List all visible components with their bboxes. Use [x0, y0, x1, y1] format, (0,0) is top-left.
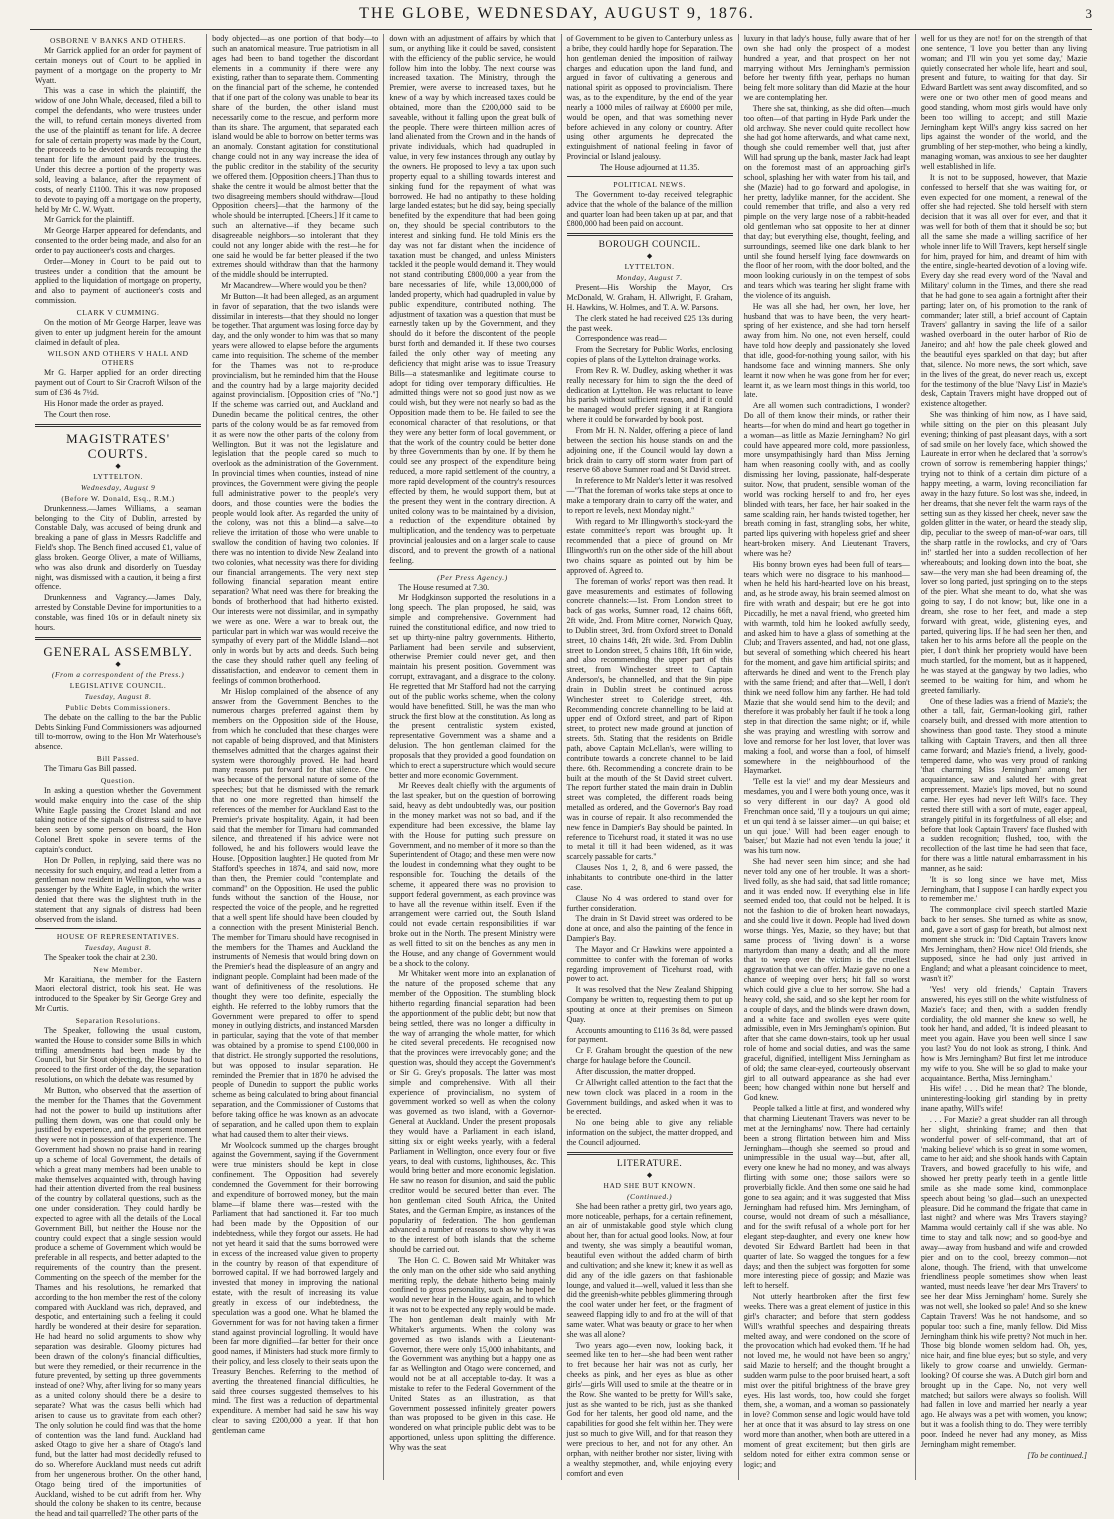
section-heading: BOROUGH COUNCIL.: [598, 240, 701, 251]
story-title: HAD SHE BUT KNOWN.: [603, 1180, 696, 1190]
paragraph: His wife! . . . Did he mean that? The blonde, uninteresting-looking girl standing by in pretty inane apathy, Will's wife!: [920, 1084, 1088, 1114]
paragraph: well for us they are not! for on the strength of that one sentence, 'I love you better than any living woman; and I'll win you yet some day,' Mazie quietly consecrated her whole life, heart and soul, present and future, to waiting for that day. Sir Edward Bartlett was sent away discomfited, and so were one or two other men of good means and good standing, whom most girls would have only been too willing to accept; and still Mazie Jerningham kept Will's angry kiss sacred on her lips against the wonder of the world, and the grumbling of her step-mother, who being a kindly, managing woman, was anxious to see her daughter well established in life.: [920, 34, 1088, 171]
paragraph: Mr Karaitiana, the member for the Eastern Maori electoral district, took his seat. He was introduced to the Speaker by Sir George Grey and Mr Curtis.: [35, 974, 202, 1014]
masthead: [0, 0, 1114, 28]
section-divider: [35, 637, 201, 640]
paragraph: The Timaru Gas Bill passed.: [44, 764, 137, 774]
ornament: ◆: [646, 1170, 653, 1179]
paragraph: Present—His Worship the Mayor, Crs McDonald, W. Graham, H. Allwright, F. Graham, H. Hawkins, W. Holmes, and T. A. W. Parsons.: [566, 283, 733, 312]
paragraph: Mr Button—It had been alleged, as an argument in favor of separation, that the two islands were dissimilar in interests—that they should no longer be together. That argument was losing force day by day, and the only wonder to him was that so many years were allowed to elapse before the arguments came into requisition. The scheme of the member for the Thames was not to re-produce provincialism, but he reminded him that the House and the country had by a large majority decided against provincialism. [Opposition cries of "No."] If the scheme was carried out, and Auckland and Dunedin became the political centres, the other parts of the colony would be as far removed from it as were now the other parts of the colony from Wellington. But it was not the legislature and legislation that the people cared so much to overlook as the administration of the Government. In provincial times when counties, instead of nine provinces, the Government were giving the people full administrative power to the people's very doors, and those counties were the bodies the people would look after. As regarded the unity of the colony, was not this a blind—a salve—to relieve the irritation of those who were unable to swallow the condition of having two colonies. If there was no intention to divide New Zealand into two colonies, what necessity was there for dividing our financial arrangements. The very next step following financial separation meant entire separation? What need was there for breaking the bonds of brotherhood that had hitherto existed. Our interests were not dissimilar, and in sympathy we were as one. Were a war to break out, the particular part in which war was would receive the sympathy of every part of the Middle Island—not only in words but by acts and deeds. Such being the case they should rather quell any feeling of dissatisfaction, and endeavor to cement them in feelings of common brotherhood.: [212, 291, 379, 685]
paragraph: From Rev R. W. Dudley, asking whether it was really necessary for him to sign the the deed of dedication at Lyttelton. He was reluctant to leave his parish without sufficient reason, and if it could be managed would prefer signing it at Rangiora where it could be forwarded by book post.: [566, 365, 733, 425]
paragraph: The debate on the calling to the bar the Public Debts Sinking Fund Commissioners was adjourned till to-morrow, owing to the Hon Mr Waterhouse's absence.: [35, 712, 202, 752]
subheading: HOUSE OF REPRESENTATIVES.: [56, 931, 180, 941]
column-5: [739, 34, 916, 1480]
column-6: [916, 34, 1092, 1480]
paragraph: Mr Hodgkinson supported the resolutions in a long speech. The plan proposed, he said, was simple and comprehensive. Government had ruined the constitutional edifice, and now tried to set up thirty-nine paltry governments. Hitherto, Parliament had been servile and subservient, otherwise Premier could never get, and then maintain his present position. Government was corrupt, extravagant, and a disgrace to the colony. He regretted that Mr Stafford had not the carrying out of the public works scheme, when the colony would have benefitted. Still, he was the man who struck the first blow at the constitution. As long as the present centralistic system existed, representative Government was a shame and a delusion. The hon gentleman claimed for the proposals that they provided a good foundation on which to erect a superstructure which would secure better and more economic Government.: [389, 593, 556, 780]
page-number: 3: [1085, 6, 1092, 21]
masthead-title: THE GLOBE, WEDNESDAY, AUGUST 9, 1876.: [359, 5, 755, 22]
paragraph: The Court then rose.: [44, 409, 111, 419]
paragraph: Mr Whitaker went more into an explanation of the nature of the proposed scheme that any member of the Opposition. The stumbling block hitherto regarding financial separation had been the apportionment of the public debt; but now that being settled, there was no longer a difficulty in the way of arranging the whole matter, for which he cited several precedents. He recognised now that the provinces were irrevocably gone; and the question was, should they accept the Government's or Sir G. Grey's proposals. The latter was most simple and comprehensive. With all their experience of provincialism, no system of government worked so well as when the colony was governed as two island, with a Governor-General at Auckland. Under the present proposals they would have a Parliament in each island, sitting six or eight weeks yearly, with a federal Parliament in Wellington, once every four or five years, to deal with customs, lighthouses, &c. This would bring better and more economic legislation. He saw no reason for disunion, and said the public creditor would be secured better than ever. The hon gentleman cited South Africa, the United States, and the German Empire, as instances of the popularity of federation. The hon gentleman advanced a number of reasons to show why it was to the interest of both islands that the scheme should be carried out.: [389, 969, 556, 1255]
subheading: Public Debts Commissioners.: [65, 702, 171, 712]
paragraph: After discussion, the matter dropped.: [575, 1067, 696, 1076]
date-line: Monday, August 7.: [616, 273, 683, 283]
paragraph: 'It is so long since we have met, Miss Jerningham, that I suppose I can hardly expect you to remember me.': [920, 874, 1088, 904]
paragraph: The Mayor and Cr Hawkins were appointed a committee to confer with the foreman of works regarding improvement of Ticehurst road, with power to act.: [566, 944, 733, 984]
agency-line: (Per Press Agency.): [437, 572, 508, 582]
paragraph: From Mr H. N. Nalder, offering a piece of land between the section his house stands on and the adjoining one, if the Council would lay down a brick drain to carry off storm water from part of reserve 68 above Sumner road and St David street.: [566, 426, 733, 475]
paragraph: It was resolved that the New Zealand Shipping Company be written to, requesting them to put up spouting at once at their premises on Simeon Quay.: [566, 985, 733, 1024]
paragraph: The Government to-day received telegraphic advice that the whole of the balance of the million and quarter loan had been taken up at par, and that £800,000 had been paid on account.: [566, 189, 733, 229]
paragraph: Mr Hislop complained of the absence of any answer from the Government Benches to the numerous charges preferred against them by members on the Opposition side of the House, from which he concluded that these charges were not capable of being disproved, and that Ministers themselves admitted that the charges against their system were thoroughly proved. He had heard many reasons put forward for that silence. One was because of the personal nature of some of the speeches; but that he dismissed with the remark that no one more regretted than himself the references of the member for Auckland East to the Premier's private hospitality. Again, it had been said that the member for Timaru had commanded silence, and threatened if his advice were not followed, he and his followers would leave the House. [Opposition laughter.] He quoted from Mr Stafford's speeches in 1874, and said now, more than then, the Premier could "contemplate and command" on the Opposition. He used the public funds without the sanction of the House, nor respected the voice of the people, and he regretted that a well spent life should have been clouded by a connection with the present Ministerial Bench. The member for Timaru should have recognised in the members for the Thames and Auckland the instruments of Nemesis that would bring down on the Premier's head the displeasure of an angry and indignant people. Complaint had been made of the want of definitiveness of the resolutions. He thought they were too definite, especially the eighth. He referred to the lobby rumors that the Government were prepared to offer to spend money in outlying districts, and instanced Marsden in particular, saying that the vote of that member was obtained by a promise to spend £100,000 in that district. He strongly supported the resolutions, but was opposed to insular separation. He reminded the Premier that in 1870 he advised the people of Dunedin to support the public works scheme as being calculated to bring about financial separation, and the Commissioner of Customs that before taking office he was known as an advocate of separation, and he called upon them to explain what had caused them to alter their views.: [212, 686, 379, 1139]
paragraph: of Government to be given to Canterbury unless as a bribe, they could hardly hope for Separation. The hon gentleman denied the imposition of railway charges and education upon the land fund, and argued in favor of cultivating a generous and national spirit as opposed to provincialism. There was, as to the expenditure, by the end of the year nearly a 1000 miles of railway at £6000 per mile, would be open, and that was something never before achieved in any colony or country. After using other arguments he deprecated the extinguishment of national feeling in favor of Provincial or Island jealousy.: [566, 34, 733, 162]
newspaper-columns: [30, 34, 1092, 1519]
paragraph: On the motion of Mr George Harper, leave was given to enter up judgment herein for the amount claimed in default of plea.: [35, 317, 202, 347]
paragraph: Cr F. Graham brought the question of the new charge for haulage before the Council.: [566, 1046, 733, 1066]
paragraph: The Speaker took the chair at 2.30.: [44, 952, 158, 962]
subheading: Separation Resolutions.: [75, 1015, 161, 1025]
section-divider: [567, 1152, 733, 1155]
paragraph: It is not to be supposed, however, that Mazie confessed to herself that she was waiting for, or even expected for one moment, a renewal of the offer she had rejected. She told herself with stern decision that it was all over for ever, and that it was well for both of them that it should be so; but all the same she made a willing sacrifice of her whole inner life to Will Travers, kept herself single for him, prayed for him, and dreamt of him with the entire, single-hearted devotion of a loving wife. Every day she read every word of the 'Naval and Military' column in the Times, and there she read that he had gone to sea again a fortnight after their parting; later on, of his promotion to the rank of commander; later still, a brief account of Captain Travers' gallantry in saving the life of a sailor washed overboard in the outer harbor of Rio de Janeiro; and ah! how the pale cheek glowed and the beautiful eyes sparkled on that day; but after that, silence. No more news, the sort which, save in the lives of the great, do never reach us, except for the testimony of the blue 'Navy List' in Mazie's desk, Captain Travers might have dropped out of existence altogether.: [920, 172, 1088, 409]
subheading: POLITICAL NEWS.: [613, 179, 686, 189]
paragraph: down with an adjustment of affairs by which that sum, or anything like it could be saved, consistent with the efficiency of the public service, he would follow him into the lobby. The next course was increased taxation. The Ministry, through the Premier, were averse to increased taxes, but he knew of a way by which increased taxes could be obtained, more than the £200,000 said to be saveable, without it falling upon the great bulk of the people. There were thirteen million acres of land alienated from the Crown and in the hands of private individuals, which had quadrupled in value, in very few instances through any outlay by the owners. He proposed to levy a tax upon such property equal to a shilling towards interest and sinking fund for the repayment of what was borrowed. He had no antipathy to these holding large landed estates; but he did say, being specially benefited by the expenditure that had been going on, they should be special contributors to the interest and sinking fund. He told Minis ers the day was not far distant when the incidence of taxation must be changed, and unless Ministers tackled it the people would demand it. They would not stand contributing £800,000 a year from the bare necessaries of life, while 13,000,000 of landed property, which had quadrupled in value by public expenditure, contributed nothing. The adjustment of taxation was a question that must be earnestly taken up by the Government, and they should do it before the discontent of the people burst forth and demanded it. If these two courses failed the only other way of meeting any deficiency that might arise was to issue Treasury Bills—a statesmanlike and legitimate course to adopt for tiding over temporary difficulties. He admitted things were not so good just now as we could wish, but they were not nearly so bad as the Opposition made them to be. He failed to see the economical character of that resolutions, or that they were any better form of local government, or that the work of the country could be better done by three Governments than by one. If by them he could see any prospect of the expenditure being reduced, a more rapid settlement of the country, a more rapid development of the country's resources effected by them, he would support them, but at the present they went in the contrary direction. A united colony was to be maintained by a division, a reduction of the expenditure obtained by multiplication, and the tendency was to perpetuate provincial jealousies and on a larger scale to cause discord, and to prevent the growth of a national feeling.: [389, 34, 556, 565]
case-heading: CLARK V CUMMING.: [76, 307, 160, 317]
ornament: ◆: [646, 252, 653, 261]
section-heading: LITERATURE.: [616, 1158, 683, 1169]
paragraph: Drunkenness.—James Williams, a seaman belonging to the City of Dublin, arrested by Constable Daly, was accused of being drunk and breaking a pane of glass in Messrs Radcliffe and Field's shop. The Bench fined accused £1, value of glass broken. George Oliver, a mate of Williams, who was also drunk and disorderly on Tuesday night, was dismissed with a caution, it being a first offence.: [35, 503, 202, 592]
paragraph: Mr G. Harper applied for an order directing payment out of Court to Sir Cracroft Wilson of the sum of £36 4s 7½d.: [35, 368, 202, 398]
date-line: Wednesday, August 9: [80, 482, 156, 492]
paragraph: The House adjourned at 11.35.: [599, 162, 700, 172]
date-line: Tuesday, August 8.: [84, 942, 152, 952]
paragraph: With regard to Mr Illingworth's stock-yard the estate committee's report was brought up. It recommended that a piece of ground on Mr Illingworth's run on the other side of the hill about two chains square as pointed out by him be approved of. Agreed to.: [566, 516, 733, 575]
paragraph: The foreman of works' report was then read. It gave measurements and estimates of following concrete channels:—1st. From London street to back of gas works, Sumner road, 12 chains 66ft, 2ft wide, 2nd. From Mitre corner, Norwich Quay, to Dublin street, 3rd. from Oxford street to Donald street, 10 chains 14ft, 2ft wide. 3rd. From Dublin street to London street, 5 chains 18ft, 1ft 6in wide, and also recommending the upper part of this street, from Winchester street to Captain Anderson's, be channelled, and that the 9in pipe drain in Dublin street be continued across Winchester street to Coleridge street, 4th. Recommending concrete channelling to be laid at upper end of Oxford street, and part of Ripon street, to protect new made ground at junction of streets. 5th. Stating that the residents on Bridle path, above Captain McLellan's, were willing to contribute towards a concrete channel to be laid there. 6th. Recommending a concrete drain to be built at the mouth of the St David street culvert. The report further stated the main drain in Dublin street was completed, the different roads being metalled as ordered, and the Governor's Bay road was in course of repair. It also recommended the new fence in Dampier's Bay should be painted. In reference to Ticehurst road, it stated it was no use to metal it till it had been widened, as it was scarcely passable for carts.": [566, 576, 733, 862]
paragraph: The drain in St David street was ordered to be done at once, and also the painting of the fence in Dampier's Bay.: [566, 914, 733, 944]
divider: [567, 176, 733, 177]
paragraph: One of these ladies was a friend of Mazie's; the other a tall, fair, German-looking girl, rather coarsely built, and dressed with more attention to showiness than good taste. They stood a minute talking with Captain Travers, and then all three came forward; and Mazie's friend, a lively, good-tempered dame, who was very proud of ranking 'that charming Miss Jerningham' among her acquaintance, saw and saluted her with great empressement. Mazie's lips moved, but no sound came. Her eyes had never left Will's face. They rested there still with a sort of mute, eager appeal, strangely pitiful in its forgetfulness of all else; and before that look Captain Travers' face flushed with a sudden recognition; flushed, too, with the recollection of the last time he had seen that face, for there was a little natural embarrassment in his manner, as he said:: [920, 696, 1088, 873]
paragraph: Not utterly heartbroken after the first few weeks. There was a great element of justice in this girl's character; and before that stern goddess Will's wrathful speeches and despairing threats melted away, and were condoned on the score of the provocation which had evoked them. 'If he had not loved me, he would not have been so angry,' said Mazie to herself; and the thought brought a sudden warm pulse to the poor bruised heart, a soft mist over the pitiful brightness of the brave grey eyes. His last words, too, how could she forget them, she, a woman, and a woman so passionately in love? Common sense and logic would have told her at once that it was absurd to lay stress on one word more than another, when both are uttered in a moment of great excitement; but then girls are seldom noted for either extra common sense or logic; and: [743, 1292, 910, 1469]
paragraph: She was thinking of him now, as I have said, while sitting on the pier on this pleasant July evening; thinking of past pleasant days, with a sort of sad smile on her lovely face, which showed the Laureate in error when he declared that 'a sorrow's crown of sorrow is remembering happier things;' trying not to think of a certain dim picture of a happy meeting, a warm, loving reconciliation far away in the hazy future. So lost was she, indeed, in her dreams, that she never felt the warm rays of the setting sun as they kissed her cheek, never saw the golden glitter in the water, or heard the steady slip, dip, peculiar to the sweep of man-of-war oars, till the sharp rattle in the rowlocks, and cry of 'Oars in!' startled her into a sudden recollection of her whereabouts; and looking down into the boat, she saw—the very man she had been dreaming of, the lover so long parted, just springing on to the steps of the pier. What she meant to do, what she was going to say, I do not know; but, like one in a dream, she rose to her feet, and made a step forward with great, wide, glistening eyes, and parted, quivering lips. If he had seen her then, and taken her to his arms before all the people on the pier, I don't think her propriety would have been much startled, for the moment, but as it happened, he was stayed at the gangway by two ladies, who seemed to be waiting for him, and whom he greeted familiarly.: [920, 410, 1088, 695]
paragraph: Mr Garrick applied for an order for payment of certain moneys out of Court to be applied in payment of a mortgage on the property to Mr Wyatt.: [35, 46, 202, 85]
paragraph: Drunkenness and Vagrancy.—James Daly, arrested by Constable Devine for importunities to a constable, was fined 10s or in default ninety six hours.: [35, 593, 202, 632]
column-1: [30, 34, 207, 1519]
paragraph: 'Yes! very old friends,' Captain Travers answered, his eyes still on the white wistfulness of Mazie's face; and then, with a sudden frendly cordiality, the old manner she knew so well, he took her hand, and added, 'It is indeed pleasant to meet you again. Have you been well since I saw you last? You do not look as strong, I think. And how is Mrs Jerningham? But first let me introduce my wife to you. She will be so glad to make your acquaintance. Bertha, Miss Jerningham.': [920, 985, 1088, 1083]
column-2: [207, 34, 384, 1480]
ornament: ◆: [115, 461, 121, 470]
paragraph: Mr George Harper appeared for defendants, and consented to the order being made, and also for an order to pay auctioneer's costs and charges.: [35, 226, 202, 255]
paragraph: The commonplace civil speech startled Mazie back to her senses. She turned as white as snow, and, gave a sort of gasp for breath, but almost next moment she struck in: 'Did Captain Travers know Mrs Jerningham, then? How nice! Old friends, she supposed, since he had only just arrived in England; and what a pleasant coincidence to meet, wasn't it?': [920, 905, 1088, 984]
paragraph: His Honor made the order as prayed.: [44, 399, 164, 408]
paragraph: 'Telle est la vie!' and my dear Messieurs and mesdames, you and I were both young once, was it so very different in our day? A good old Frenchman once said, 'Il y a toujours un qui aime; et un qui tend à se laisser aimer—un qui baise; et un qui joue.' Will had been eager enough to 'baiser,' but Mazie had not even 'tendu la joue;' it was his turn now.: [743, 777, 910, 856]
paragraph: Cr Allwright called attention to the fact that the new town clock was placed in a room in the Government buildings, and asked when it was to be erected.: [566, 1077, 733, 1117]
section-divider: [35, 424, 201, 427]
subheading: LYTTELTON.: [624, 262, 675, 272]
subheading: LEGISLATIVE COUNCIL.: [69, 680, 167, 690]
case-heading: WILSON AND OTHERS V HALL AND OTHERS: [47, 349, 189, 368]
paragraph: The Speaker, following the usual custom, wanted the House to consider some Bills in which trifling amendments had been made by the Council, but Sir Stout objecting, the House had to proceed to the first order of the day, the separation resolutions, on which the debate was resumed by: [35, 1025, 202, 1085]
paragraph: People talked a little at first, and wondered why that charming Lieutenant Travers was never to be met at the Jerninghams' now. There had certainly been a strong flirtation between him and Miss Jerningham—though she seemed so proud and unimpressible in the usual way—but, after all, every one knew he had no money, and was always flirting with some one; those sailors were so proverbially fickle. And then some one said he had gone to sea again; and it was suggested that Miss Jerningham had refused him. Mrs Jerningham, of course, would not dream of such a mésalliance, and for the swift refusal of a whole port for her elegant step-daughter, and every one knew how devoted Sir Edward Bartlett had been in that quarter of late. So wagged the tongues for a few days; and then the subject was forgotten for some more interesting piece of gossip; and Mazie was left to herself.: [743, 1104, 910, 1291]
paragraph: . . . For Mazie? a great shudder ran all through her slight, shrinking frame; and then that wonderful power of self-command, that art of 'making believe' which is so great in some women, came to her aid; and she shook hands with Captain Travers, and bowed gracefully to his wife, and showed her pretty pearly teeth in a gentle little smile as she made some kind, commonplace speech about being 'so glad—such an unexpected pleasure. Did he command the frigate that came in last night? and where was Mrs Travers staying? Mamma would certainly call if she was able. No time to stay and talk now; and so good-bye and away—away from husband and wife and crowded pier and on to the cool, breezy common—not alone, though. The friend, with that unwelcome friendliness people sometimes show when least wanted, must needs leave 'her dear Mrs Travers' to see her dear Miss Jerningham' home. Surely she was not well, she looked so pale! And so she knew Captain Travers! Was he not handsome, and so popular too: such a fine, manly fellow. Did Miss Jerningham think his wife pretty? Not much in her. Those big blonde women seldom had. Oh, yes, nice hair, and fine blue eyes; but so style, and very likely to grow coarse and unwieldy. German-looking? Of course she was. A Dutch girl born and brought up in the Cape. No, not very well matched; but sailors were always so foolish. Will had fallen in love and married her nearly a year ago. He always was a pet with women, you know; but it was a foolish thing to do. They were terribly poor. Indeed he never had any money, as Miss Jerningham might remember.: [920, 1114, 1088, 1449]
section-heading: MAGISTRATES' COURTS.: [66, 430, 171, 461]
paragraph: Correspondence was read—: [575, 334, 667, 344]
paragraph: Two years ago—even now, looking back, it seemed like ten to her—she had been went rather to fret because her hair was not as curly, her cheeks as pink, and her eyes as blue as other girls'—girls Will used to smile at the theatre or in the Row. She wanted to be pretty for Will's sake, just as she wanted to be rich, just as she thanked God for her talents, her good old name, and the capabilities for good she felt within her. They were just so much to give Will, and for that reason they were precious to her, and not for any other. An orphan, with neither brother nor sister, living with a wealthy stepmother, and, while enjoying every comfort and even: [566, 1340, 733, 1478]
paragraph: She had been rather a pretty girl, two years ago, more noticeable, perhaps, for a certain refinement, an air of unmistakable good style which clung about her, than for actual good looks. Now, at four and twenty, she was simply a beautiful woman, beautiful even without the added charm of birth and cultivation; and she knew it; knew it as well as did any of the idle gazers on that fashionable lounge, and valued it—well, valued it less than she did the greenish-white pebbles glimmering through the cool water under her feet, or the fragment of seaweed flapping idly to and fro at the will of that same water. What was beauty or grace to her when she was all alone?: [566, 1201, 733, 1339]
subheading: LYTTELTON.: [93, 471, 144, 481]
paragraph: Are all women such contradictions, I wonder? Do all of them know their minds, or rather their hearts—for when do mind and heart go together in a woman—as little as Mazie Jerningham? No girl could have appeared more cold, more passionless, more unsympathisingly hard than Miss Jerning ham when reasoning coolly with, and as coolly dismissing her loving, passionate, half-desperate suitor. Now, that prudent, sensible woman of the world was rocking herself to and fro, her eyes blinded with tears, her face, her hair soaked in the same scalding rain, her hands twisted together, her breath coming in fast, strangling sobs, her white, parted lips quivering with hopeless grief and sheer heart-broken misery. And Lieutenant Travers, where was he?: [743, 401, 910, 558]
column-4: [562, 34, 739, 1480]
to-be-continued: [To be continued.]: [1027, 1450, 1088, 1460]
section-divider: [567, 233, 733, 236]
date-line: Tuesday, August 8.: [84, 691, 152, 701]
paragraph: This was a case in which the plaintiff, the widow of one John Whale, deceased, filed a bill to compel the defendants, who were trustees under the will, to refund certain moneys diverted from the use of the plaintiff as tenant for life. A decree for sale of certain property was made by the Court, the proceeds to be devoted towards recouping the tenant for life the amount paid by the trustees. Under this decree a portion of the property was sold, leaving a balance, after the repayment of costs, of nearly £1100. This it was now proposed to devote to paying off a mortgage on the property, held by Mr C. W. Wyatt.: [35, 86, 202, 214]
paragraph: body objected—as one portion of that body—to such an anatomical measure. True patriotism in all ages had been to band together the discordant elements in a community if there were any existing, rather than to separate them. Commenting on the financial part of the scheme, he contended that if one part of the colony was unable to bear its share of the burden, the other island must necessarily come to the rescue, and perform more than its share. The argument, that separated each island would be able to borrow on better terms was an anomaly. Constant agitation for constitutional change could not in any way increase the idea of the public creditor in the stability of the security we offered them. [Opposition cheers.] Than thus to shake the centre it would be almost better that the two disagreeing members should withdraw—[loud Opposition cheers]—that the harmony of the whole should be interrupted. [Cheers.] If it came to such an alternative—if they became such disagreeable neighbors—so intolerant that they could not any longer abide with the rest—he for one said he would be far better pleased if the two extremes should withdraw than that the harmony of the middle should be interrupted.: [212, 34, 379, 280]
column-3: [384, 34, 561, 1480]
paragraph: luxury in that lady's house, fully aware that of her own she had only the prospect of a modest hundred a year, and that prospect on her not marrying without Mrs Jerningham's permission before her twenty fifth year, perhaps no human being felt more solitary than did Mazie at the hour we are contemplating her.: [743, 34, 910, 103]
paragraph: Clauses Nos 1, 2, 8, and 6 were passed, the inhabitants to contribute one-third in the latter case.: [566, 863, 733, 892]
paragraph: Hon Dr Pollen, in replying, said there was no necessity for such enquiry, and read a letter from a gentleman now resident in Wellington, who was a passenger by the White Eagle, in which the writer denied that there was the slightest truth in the statement that any signals of distress had been observed from the island.: [35, 855, 202, 924]
paragraph: Mr Reeves dealt chiefly with the arguments of the last speaker, but on the question of borrowing said, heavy as debt undoubtedly was, our position in the money market was not so bad, and if the expenditure had been excessive, the blame lay with the House for putting such pressure on Government, and no member of it more so than the Superintendent of Otago; and these men were now the loudest in condemning what they ought to be responsible for. Touching the details of the scheme, it appeared there was no provision to support federal government, as each province was to have all the revenue within itself. Even if the arrangement were carried out, the South Island could not evade certain responsibilities if war broke out in the North. The present Ministry were as well fitted to sit on the benches as any men in the House, and any change of Government would be a shock to the colony.: [389, 781, 556, 968]
ornament: ◆: [115, 659, 121, 668]
divider: [35, 928, 201, 929]
subheading: Bill Passed.: [96, 754, 140, 764]
paragraph: There she sat, thinking, as she did often—much too often—of that parting in Hyde Park under the old archway. She never could quite recollect how she had got home afterwards, and what came next, though she could remember well that, just after Will had sprung up the bank, master Jack had leapt on the foremost mast of an approaching girl's school, splashing her with water from his tail, and she (Mazie) had to go forward and apologise, in her pretty, ladylike manner, for the accident. She could remember that trifle, and also a very red pimple on the very large nose of a rabbit-headed old gentleman who sat opposite to her at dinner that day; but everything else, thought, feeling, and surroundings, seemed like one dark blank to her until she found herself lying face downwards on the floor of her room, with the door bolted, and the moon looking curiously in on the tempest of sobs and tears which was tearing her slight frame with the violence of its anguish.: [743, 103, 910, 300]
paragraph: In reference to Mr Nalder's letter it was resolved—"That the foreman of works take steps at once to make a temporary drain to carry off the water, and to report re levels, next Monday night.": [566, 476, 733, 515]
paragraph: Mr Woolcock summed up the charges brought against the Government, saying if the Government were true ministers should be kept in close confinement. The Opposition had severely condemned the Government for their borrowing and expenditure of borrowed money, but the main blame—if blame there was—rested with the Parliament that had sanctioned it. Far too much had been made by the Opposition of our indebtedness, while they forgot our assets. He had not yet heard it said that the sums borrowed were in excess of the increased value given to property in the country by reason of that expenditure of borrowed capital. If we had borrowed largely and invested that money in improving the national estate, with the result of increasing its value greatly in excess of our indebtedness, the speculation was a good one. What he blamed the Government for was for not having taken a firmer stand against provincial logrolling. It would have been far more dignified—far better for their once good names, if Ministers had stuck more firmly to their policy, and less closely to their seats upon the Treasury Benches. Referring to the method of averting the threatened financial difficulties, he said three courses suggested themselves to his mind. The first was a reduction of departmental expenditure. A member had said he saw his way clear to saving £200,000 a year. If that hon gentleman came: [212, 1140, 379, 1435]
paragraph: Mr Garrick for the plaintiff.: [44, 215, 134, 225]
subheading: Question.: [100, 775, 136, 785]
continued-line: (Continued.): [626, 1191, 673, 1201]
paragraph: The Hon C. C. Bowen said Mr Whitaker was the only man on the other side who said anything meriting reply, the debate hitherto being mainly confined to gross personality, such as he hoped he would never hear in the House again, and to which it was not to be expected any reply would be made. The hon gentleman dealt mainly with Mr Whitaker's arguments. When the colony was governed as two islands with a Lieutenant-Governor, there were only 15,000 inhabitants, and the Government was anything but a happy one as far as Wellington and Otago were concerned, and would not be at all acceptable to-day. It was a mistake to refer to the Federal Government of the United States as an illustration, as that Government possessed infinitely greater powers than was proposed to be given in this case. He wondered on what principle public debt was to be apportioned, unless upon splitting the difference. Why was the seat: [389, 1255, 556, 1452]
paragraph: Mr Button, who observed that the assertion of the member for the Thames that the Government had not the power to build up institutions after pulling them down, was one that could only be justified by experience, and at the present moment they were not in possession of that experience. The Government had shown no praise hand in rearing up a scheme of local Government, the details of which a great many members had been unable to make themselves acquainted with, through having had their attention diverted from the real business of the country by collateral questions, such as the one under consideration. They could hardly be expected to agree with all the details of the Local Government Bill, but neither the House nor the country could expect that a single session would produce a scheme of Government which would be preferable in all respects, and better adapted to the requirements of the country than the present. Commenting on the speech of the member for the Thames and his resolutions, he remarked that according to the hon member the rest of the colony compared with Auckland was rich, depraved, and despotic, and entertaining such a feeling it could hardly be wondered at their desire for separation. He had heard no solid arguments to show why separation was desirable. Gloomy pictures had been drawn of the colony's financial difficulties, but were they remedied, or their recurrence in the future prevented, by setting up three governments instead of one? Why, after living for so many years as a united colony should there be a desire to separate? What was the casus belli which had arisen to cause us to gravitate from each other? The only solution he could find was that the home of contention was the land fund. Auckland had asked Otago to give her a share of Otago's land fund, but the latter had most decidedly refused to do so. Wherefore Auckland must needs cut adrift from her ungenerous brother. On the other hand, Otago being tired of the importunities of Auckland, wished to be cut adrift from her. Why should the colony be shaken to its centre, because the head and tail quarrelled? The other parts of the: [35, 1085, 202, 1519]
paragraph: Accounts amounting to £116 3s 8d, were passed for payment.: [566, 1025, 733, 1045]
subheading: New Member.: [93, 964, 143, 974]
section-heading: GENERAL ASSEMBLY.: [43, 643, 193, 659]
masthead-rule: [30, 29, 1092, 30]
paragraph: From the Secretary for Public Works, enclosing copies of plans of the Lyttelton drainage works.: [566, 345, 733, 365]
paragraph: Order—Money in Court to be paid out to trustees under a condition that the amount be applied to the liquidation of mortgage on property, and also to payment of auctioneer's costs and commission.: [35, 256, 202, 306]
case-heading: OSBORNE V BANKS AND OTHERS.: [50, 36, 187, 45]
paragraph: The clerk stated he had received £25 13s during the past week.: [566, 313, 733, 333]
correspondent-line: (From a correspondent of the Press.): [51, 669, 185, 679]
paragraph: Clause No 4 was ordered to stand over for further consideration.: [566, 893, 733, 913]
paragraph: He was all she had, her own, her love, her husband that was to have been, the very heart-spring of her existence, and she had torn herself away from him. No one, not even herself, could have told how deeply and passionately she loved that idle, good-for-nothing young sailor, with his handsome face and winning manners. She only learnt it now when he was gone from her for ever; learnt it, as we learn most things in this world, too late.: [743, 301, 910, 400]
paragraph: In asking a question whether the Government would make enquiry into the case of the ship White Eagle passing the Crozet Island and not taking notice of the signals of distress said to have been seen by some person on board, the Hon Colonel Brett spoke in severe terms of the captain's conduct.: [35, 785, 202, 854]
paragraph: The House resumed at 7.30.: [398, 582, 490, 592]
paragraph: No one being able to give any reliable information on the subject, the matter dropped, and the Council adjourned.: [566, 1118, 733, 1147]
divider: [389, 569, 555, 570]
paragraph: Mr Macandrew—Where would you be then?: [221, 281, 367, 291]
before-line: (Before W. Donald, Esq., R.M.): [61, 493, 175, 503]
paragraph: His bonny brown eyes had been full of tears—tears which were no disgrace to his manhood—when he held his hard-hearted love on his breast, and, as he strode away, his brain seemed almost on fire with wrath and despair; but ere he got into Piccadilly, he met a naval friend, who greeted him with warmth, told him he looked awfully seedy, and asked him to have a glass of something at the Club; and Travers assented, and had, not one glass, but several of something which cheered his heart for the moment, and gave him artificial spirits; and afterwards he dined and went to the French play with the same friend; and after that—Well, I don't think we need follow him any farther. He had told Mazie that she would send him to the devil; and therefore it was probably her fault if he took a long step in that direction the same night; or if, while she was praying and wrestling with sorrow and love and remorse for her lost lover, that lover was making a fool, and worse than a fool, of himself somewhere in the neighbourhood of the Haymarket.: [743, 559, 910, 776]
paragraph: She had never seen him since; and she had never told any one of her trouble. It was a short-lived folly, as she had said, that sad little romance; and it was ended now. If everything else in life seemed ended too, that could not be helped. It is not the fashion to die of broken heart nowadays, and she could live it down. People had lived down worse things. Yes, Mazie, so they have; but that same process of 'living down' is a worse martyrdom than many a death; and all the more that to weep over the victim is the cruellest aggravation that we can offer. Mazie gave no one a chance of weeping over hers; hit fall so worst which could give a clue to her sorrow. She had a heavy cold, she said, and so she kept her room for a couple of days, and the blinds were drawn down, and a white face and swollen eyes were quite admissible, even in Mrs Jerningham's opinion. But after that she came down-stairs, took up her usual role of home and social duties, and was the same graceful, dignified, intelligent Miss Jerningham as of old; the same clear-eyed, courteously observant girl to all outward appearance as she had ever been; how changed within none but herself and God knew.: [743, 857, 910, 1103]
